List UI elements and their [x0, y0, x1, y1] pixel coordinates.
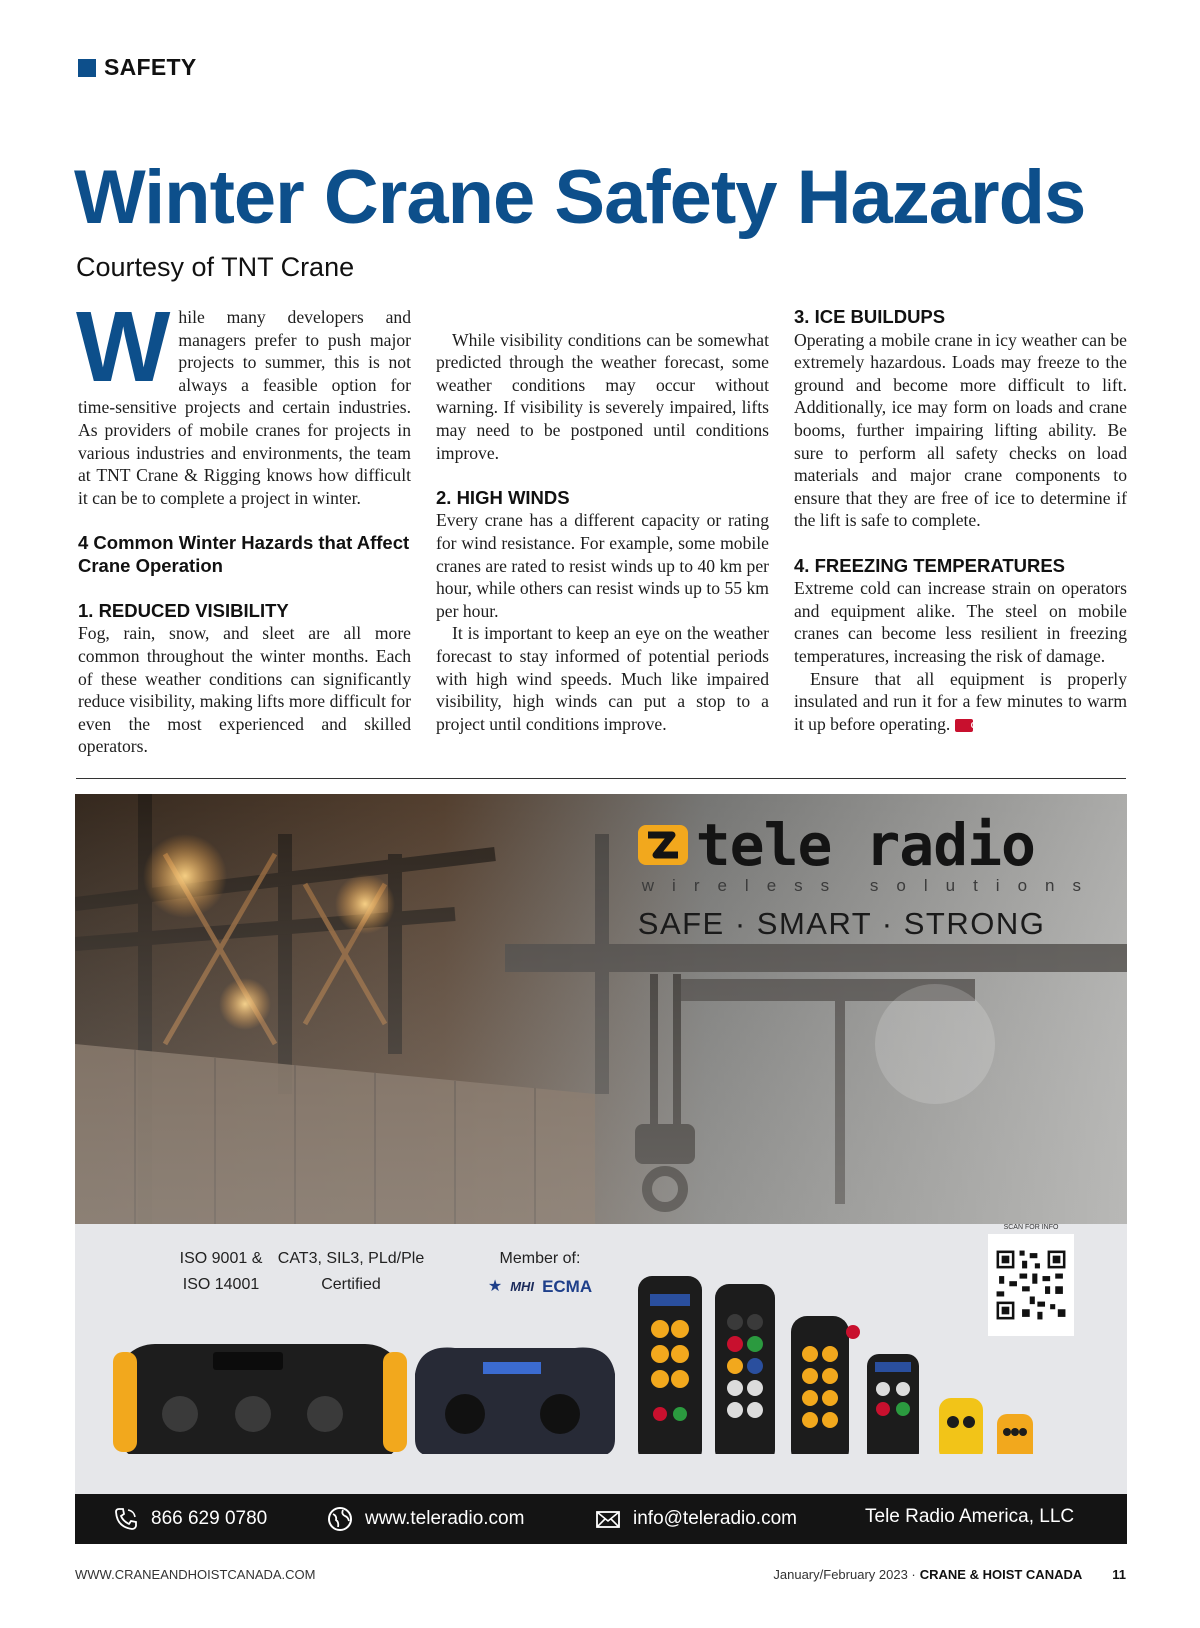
brand-subtitle: wireless solutions	[641, 876, 1099, 895]
brand-logo	[638, 811, 1099, 879]
joystick-remote	[415, 1348, 615, 1454]
article-column-3	[794, 306, 1127, 735]
heading-reduced-visibility: 1. REDUCED VISIBILITY	[78, 599, 289, 621]
handheld-remote-6	[997, 1414, 1033, 1454]
handheld-remote-2	[715, 1284, 775, 1454]
qr-code-icon	[994, 1248, 1068, 1322]
handheld-remote-1	[638, 1276, 702, 1454]
globe-icon	[327, 1506, 353, 1532]
article-divider	[76, 778, 1126, 779]
intro-text: hile many developers and managers prefer to push major projects to summer, this is not always a feasible option for time-sensitive projects and certain industries. As providers of mobile cranes for projects in various industries and environments, the team at TNT Crane & Rigging knows how difficult it can be to complete a project in winter.	[78, 307, 411, 508]
phone-contact[interactable]	[113, 1506, 267, 1532]
footer-website[interactable]: WWW.CRANEANDHOISTCANADA.COM	[75, 1567, 316, 1582]
brand-tagline: SAFE · SMART · STRONG	[637, 906, 1046, 941]
footer-issue: January/February 2023 ·	[773, 1567, 916, 1582]
email-link[interactable]	[595, 1506, 797, 1532]
console-remote-large	[113, 1344, 407, 1454]
advertisement	[75, 794, 1127, 1544]
email-address: info@teleradio.com	[633, 1508, 797, 1529]
visibility-paragraph-1: Fog, rain, snow, and sleet are all more common throughout the winter months. Each of these weather conditions can significantly reduce visibility, making lifts more difficult for even the most experienced and skilled operators.	[78, 623, 411, 757]
iso-certification: ISO 9001 & ISO 14001	[179, 1250, 263, 1293]
section-tag	[78, 54, 197, 81]
ice-paragraph: Operating a mobile crane in icy weather can be extremely hazardous. Loads may freeze to the ground and become more difficult to lift. Additionally, ice may form on loads and crane booms, further impairing lifting ability. Be sure to perform all safety checks on load materials and major crane components to ensure that they are free of ice to determine if the lift is safe to complete.	[794, 329, 1127, 531]
handheld-remote-4	[867, 1354, 919, 1454]
footer-publication: CRANE & HOIST CANADA	[919, 1567, 1083, 1582]
footer-issue-info	[773, 1567, 1126, 1582]
ecma-logo: ECMA	[542, 1277, 593, 1296]
contact-bar	[75, 1494, 1127, 1544]
freezing-paragraph-1: Extreme cold can increase strain on operators and equipment alike. The steel on mobile cranes can become less resilient in freezing temperatures, increasing the risk of damage.	[794, 578, 1127, 666]
qr-label: SCAN FOR INFO	[1003, 1224, 1059, 1231]
handheld-remote-3	[791, 1316, 860, 1454]
brand-name: tele radio	[695, 811, 1035, 879]
qr-code[interactable]	[988, 1224, 1074, 1336]
heading-high-winds: 2. HIGH WINDS	[436, 486, 570, 508]
article-title: Winter Crane Safety Hazards	[74, 155, 1086, 240]
mhi-logo: MHI	[510, 1279, 535, 1294]
company-name: Tele Radio America, LLC	[865, 1506, 1075, 1527]
phone-icon	[113, 1506, 139, 1532]
article-byline: Courtesy of TNT Crane	[76, 252, 355, 282]
freezing-paragraph-2: Ensure that all equipment is properly insulated and run it for a few minutes to warm it up before operating. CHC	[794, 668, 1127, 734]
hazards-subhead: 4 Common Winter Hazards that Affect Crane Operation	[78, 531, 410, 576]
intro-paragraph	[76, 291, 411, 509]
visibility-paragraph-2: While visibility conditions can be somewhat predicted through the weather forecast, some weather conditions may occur without warning. If visibility is severely impaired, lifts may need to be postponed until conditions improve.	[436, 329, 769, 463]
section-square-icon	[78, 59, 96, 77]
envelope-icon	[595, 1506, 621, 1532]
article-column-2	[436, 306, 769, 735]
heading-ice-buildups: 3. ICE BUILDUPS	[794, 306, 946, 327]
member-label: Member of:	[499, 1250, 581, 1267]
article-column-1	[76, 291, 411, 758]
end-mark-icon: CHC	[955, 719, 973, 732]
section-label: SAFETY	[104, 54, 197, 80]
tele-radio-logo-icon	[638, 821, 688, 869]
drop-cap: W	[76, 291, 171, 403]
page-number: 11	[1112, 1567, 1126, 1582]
safety-certification: CAT3, SIL3, PLd/Ple Certified	[277, 1250, 425, 1293]
website-link[interactable]	[327, 1506, 524, 1532]
website-url: www.teleradio.com	[365, 1508, 525, 1529]
membership-block	[465, 1246, 615, 1300]
handheld-remote-5	[939, 1398, 983, 1454]
star-icon: ★	[487, 1278, 503, 1295]
heading-freezing-temperatures: 4. FREEZING TEMPERATURES	[794, 554, 1066, 576]
winds-paragraph-1: Every crane has a different capacity or rating for wind resistance. For example, some mobile cranes are rated to resist winds up to 40 km per hour, while others can resist winds up to 55 km per hour.	[436, 510, 769, 621]
phone-number: 866 629 0780	[151, 1508, 268, 1529]
brand-block	[637, 811, 1099, 942]
winds-paragraph-2: It is important to keep an eye on the weather forecast to stay informed of potential periods with high wind speeds. Much like impaired visibility, high winds can put a stop to a project until conditions improve.	[436, 623, 769, 734]
